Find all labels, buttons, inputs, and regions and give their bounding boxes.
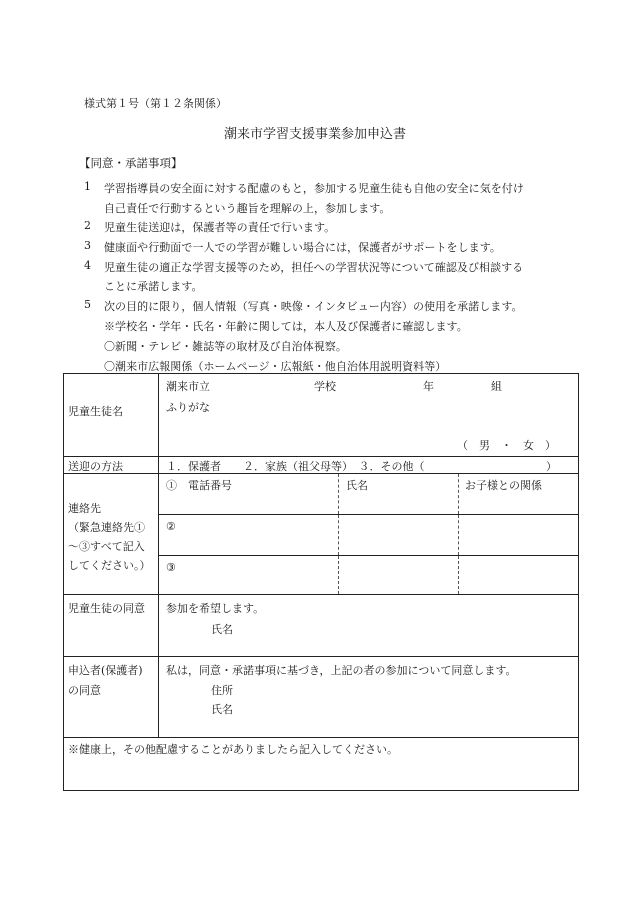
contact-1-name-cell[interactable] (339, 474, 459, 515)
student-consent-name-label: 氏名 (211, 623, 233, 636)
guardian-name-label: 氏名 (211, 703, 233, 716)
consent-item-4-line-1: 児童生徒の適正な学習支援等のため，担任への学習状況等について確認及び相談する (104, 261, 524, 274)
student-consent-text: 参加を希望します。 (166, 602, 265, 615)
contact-3-relation-cell[interactable] (459, 556, 579, 595)
guardian-consent-row (64, 657, 579, 738)
pickup-options[interactable]: １．保護者 ２．家族（祖父母等） ３．その他（ (166, 460, 425, 473)
consent-item-4-line-2: ことに承諾します。 (104, 280, 203, 293)
health-note-text: ※健康上，その他配慮することがありましたら記入してください。 (68, 743, 398, 756)
pickup-label-cell (64, 457, 159, 474)
document-title: 潮来市学習支援事業参加申込書 (223, 127, 406, 142)
consent-item-5-line-3: 〇新聞・テレビ・雑誌等の取材及び自治体視察。 (104, 340, 347, 353)
student-consent-cell[interactable] (159, 595, 579, 657)
contact-1-phone-cell[interactable] (159, 474, 339, 515)
contact-label-cell (64, 474, 159, 595)
student-name-label: 児童生徒名 (68, 405, 123, 418)
consent-item-2-line-1: 児童生徒送迎は，保護者等の責任で行います。 (104, 221, 336, 234)
class-label: 組 (491, 380, 502, 393)
contact-label: 連絡先 (68, 502, 101, 515)
contact-label-note-3: してください。） (68, 559, 151, 572)
health-note-row (64, 738, 579, 791)
consent-item-3-number: 3 (84, 239, 91, 252)
guardian-consent-cell[interactable] (159, 657, 579, 738)
contact-2-phone-cell[interactable] (159, 515, 339, 556)
form-number: 様式第１号（第１２条関係） (84, 97, 227, 110)
school-city-text: 潮来市立 (166, 380, 210, 393)
consent-item-5-line-2: ※学校名・学年・氏名・年齢に関しては，本人及び保護者に確認します。 (104, 320, 468, 333)
contact-name-header: 氏名 (346, 479, 368, 492)
pickup-options-close: ） (546, 460, 557, 473)
consent-item-1-line-1: 学習指導員の安全面に対する配慮のもと，参加する児童生徒も自他の安全に気を付け (104, 182, 524, 195)
contact-label-note-2: ～③すべて記入 (68, 540, 145, 553)
student-consent-row (64, 595, 579, 657)
pickup-options-cell[interactable] (159, 457, 579, 474)
contact-label-note-1: （緊急連絡先① (68, 521, 145, 534)
pickup-row (64, 457, 579, 474)
contact-2-relation-cell[interactable] (459, 515, 579, 556)
contact-1-relation-cell[interactable] (459, 474, 579, 515)
consent-item-5-line-1: 次の目的に限り，個人情報（写真・映像・インタビュー内容）の使用を承諾します。 (104, 300, 523, 313)
guardian-address-label: 住所 (211, 684, 233, 697)
contact-3-phone-cell[interactable] (159, 556, 339, 595)
contact-2-name-cell[interactable] (339, 515, 459, 556)
guardian-consent-label: 申込者(保護者) (68, 664, 143, 677)
phone-header: ① 電話番号 (166, 479, 232, 492)
student-name-row (64, 374, 579, 457)
contact-3-name-cell[interactable] (339, 556, 459, 595)
consent-item-1-line-2: 自己責任で行動するという趣旨を理解の上，参加します。 (104, 202, 391, 215)
contact-2-marker: ② (166, 520, 176, 533)
student-consent-label: 児童生徒の同意 (68, 602, 145, 615)
consent-item-1-number: 1 (84, 180, 91, 193)
student-consent-label-cell (64, 595, 159, 657)
consent-heading: 【同意・承諾事項】 (79, 156, 183, 170)
relation-header: お子様との関係 (465, 479, 542, 492)
consent-item-4-number: 4 (84, 259, 91, 272)
school-label: 学校 (314, 380, 336, 393)
health-note-cell[interactable] (64, 738, 579, 791)
student-name-cell[interactable] (159, 374, 579, 457)
furigana-label: ふりがな (166, 401, 210, 414)
contact-row-1 (64, 474, 579, 515)
year-label: 年 (423, 380, 434, 393)
consent-item-5-line-4: 〇潮来市広報関係（ホームページ・広報紙・他自治体用説明資料等） (104, 360, 447, 373)
consent-item-2-number: 2 (84, 219, 91, 232)
consent-item-3-line-1: 健康面や行動面で一人での学習が難しい場合には，保護者がサポートをします。 (104, 241, 501, 254)
guardian-consent-label-cell (64, 657, 159, 738)
pickup-label: 送迎の方法 (68, 460, 123, 473)
gender-selector[interactable]: （ 男 ・ 女 ） (457, 439, 556, 452)
consent-item-5-number: 5 (84, 298, 91, 311)
contact-3-marker: ③ (166, 561, 176, 574)
guardian-consent-text: 私は，同意・承諾事項に基づき，上記の者の参加について同意します。 (166, 664, 517, 677)
student-name-label-cell (64, 374, 159, 457)
application-form-table (63, 373, 579, 791)
guardian-consent-label-2: の同意 (68, 684, 101, 697)
